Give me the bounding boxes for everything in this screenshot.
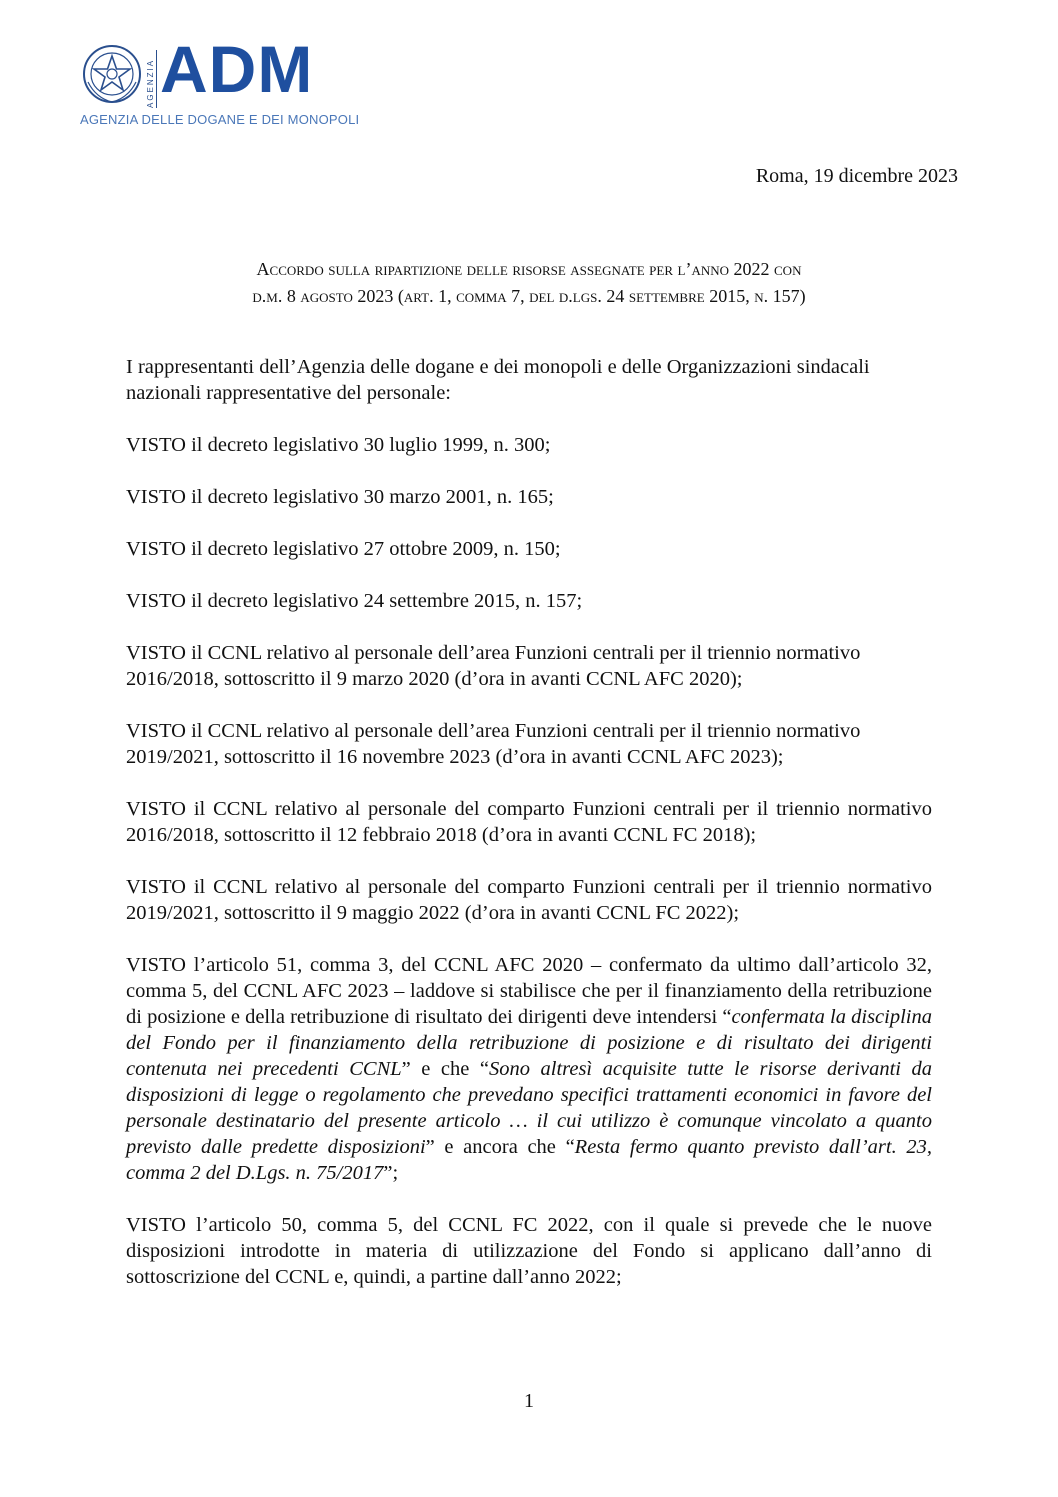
logo-vertical-text: AGENZIA [146, 50, 157, 108]
document-title [126, 256, 932, 310]
quote-text: ”; [383, 1162, 399, 1184]
adm-logo [80, 32, 380, 132]
visto-paragraph: VISTO il CCNL relativo al personale del comparto Funzioni centrali per il triennio normativo 2019/2021, sottoscritto il 9 maggio 2022 (d’ora in avanti CCNL FC 2022); [126, 876, 932, 924]
document-body [126, 354, 932, 1316]
page-number: 1 [524, 1390, 534, 1412]
italian-republic-emblem-icon [80, 42, 144, 106]
quoted-italic: confermata la disciplina del Fondo per il finanziamento della retribuzione di posizione e di risultato dei dirigenti contenuta nei precedenti CCNL [126, 1006, 932, 1080]
document-date: Roma, 19 dicembre 2023 [755, 165, 958, 187]
visto-paragraph: VISTO il CCNL relativo al personale dell’area Funzioni centrali per il triennio normativo 2019/2021, sottoscritto il 16 novembre 2023 (d’ora in avanti CCNL AFC 2023); [126, 720, 861, 768]
quote-text: ” e ancora che “ [425, 1136, 575, 1158]
intro-paragraph: I rappresentanti dell’Agenzia delle dogane e dei monopoli e delle Organizzazioni sindacali nazionali rappresentative del personale: [126, 356, 870, 404]
visto-paragraph: VISTO il CCNL relativo al personale del comparto Funzioni centrali per il triennio normativo 2016/2018, sottoscritto il 12 febbraio 2018 (d’ora in avanti CCNL FC 2018); [126, 798, 932, 846]
quote-text: ” e che “ [401, 1058, 489, 1080]
visto-paragraph: VISTO il decreto legislativo 30 marzo 2001, n. 165; [126, 486, 554, 508]
title-line-1: Accordo sulla ripartizione delle risorse assegnate per l’anno 2022 con [256, 259, 802, 279]
quoted-italic: Sono altresì acquisite tutte le risorse derivanti da disposizioni di legge o regolamento che prevedano specifici trattamenti economici in favore del personale destinatario del presente articolo … il cui utilizzo è comunque vincolato a quanto previsto dalle predette disposizioni [126, 1058, 932, 1158]
visto-paragraph: VISTO l’articolo 50, comma 5, del CCNL FC 2022, con il quale si prevede che le nuove disposizioni introdotte in materia di utilizzazione del Fondo si applicano dall’anno di sottoscrizione del CCNL e, quindi, a partine dall’anno 2022; [126, 1214, 932, 1288]
logo-wordmark: ADM [160, 32, 314, 106]
visto-paragraph: VISTO il CCNL relativo al personale dell’area Funzioni centrali per il triennio normativo 2016/2018, sottoscritto il 9 marzo 2020 (d’ora in avanti CCNL AFC 2020); [126, 642, 861, 690]
visto-paragraph-with-quotes [126, 952, 932, 1186]
logo-subtitle: AGENZIA DELLE DOGANE E DEI MONOPOLI [80, 112, 360, 127]
visto-paragraph: VISTO il decreto legislativo 27 ottobre 2009, n. 150; [126, 538, 561, 560]
title-line-2: d.m. 8 agosto 2023 (art. 1, comma 7, del d.lgs. 24 settembre 2015, n. 157) [252, 286, 806, 306]
quoted-italic: Resta fermo quanto previsto dall’art. 23, comma 2 del D.Lgs. n. 75/2017 [126, 1136, 932, 1184]
quote-text: VISTO l’articolo 51, comma 3, del CCNL AFC 2020 – confermato da ultimo dall’articolo 32, comma 5, del CCNL AFC 2023 – laddove si stabilisce che per il finanziamento della retribuzione di posizione e della retribuzione di risultato dei dirigenti deve intendersi “ [126, 954, 932, 1028]
visto-paragraph: VISTO il decreto legislativo 30 luglio 1999, n. 300; [126, 434, 551, 456]
visto-paragraph: VISTO il decreto legislativo 24 settembre 2015, n. 157; [126, 590, 583, 612]
